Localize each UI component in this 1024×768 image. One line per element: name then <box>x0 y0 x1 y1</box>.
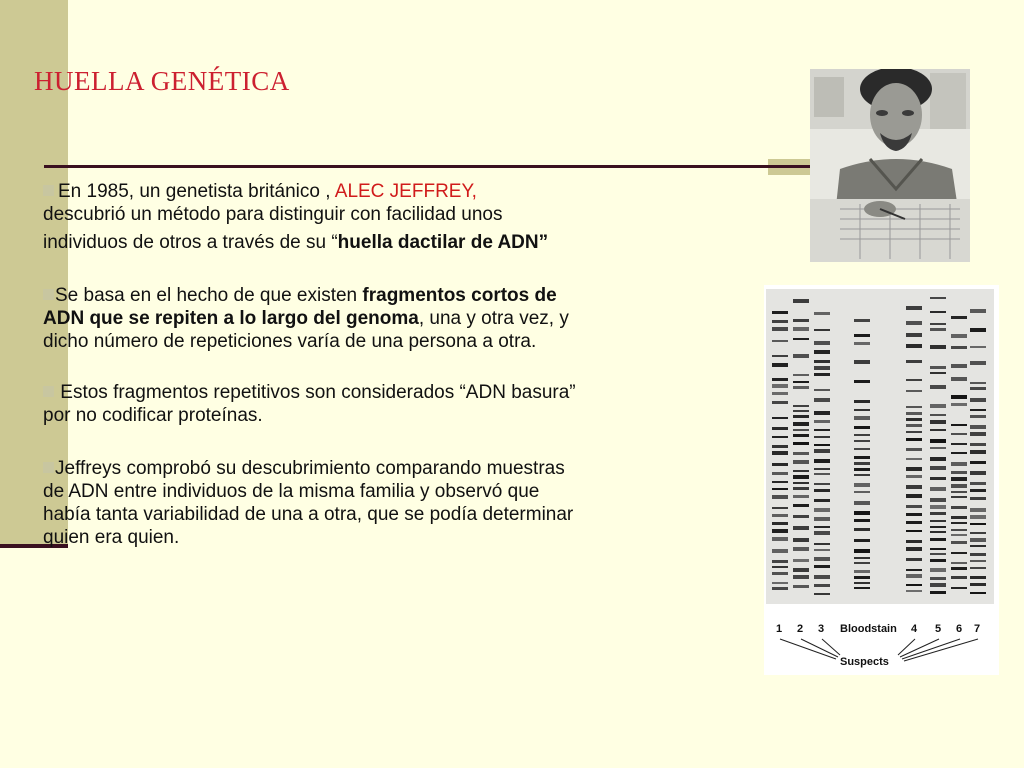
gel-band <box>854 448 870 450</box>
gel-band <box>814 449 830 453</box>
paragraph-4-line-2: de ADN entre individuos de la misma familia y observó que <box>43 481 540 502</box>
gel-band <box>793 475 809 479</box>
gel-band <box>906 530 922 532</box>
gel-band <box>951 424 967 426</box>
gel-band <box>951 541 967 544</box>
paragraph-4-line-1 <box>43 457 703 480</box>
gel-band <box>930 366 946 369</box>
gel-band <box>854 528 870 531</box>
gel-band <box>930 345 946 349</box>
lane-label: Bloodstain <box>840 623 897 635</box>
gel-band <box>930 531 946 533</box>
gel-band <box>906 438 922 441</box>
gel-band <box>930 577 946 580</box>
gel-band <box>906 513 922 516</box>
gel-band <box>906 333 922 337</box>
scientist-portrait-icon <box>810 69 970 262</box>
gel-band <box>906 521 922 524</box>
gel-band <box>906 321 922 325</box>
gel-band <box>854 501 870 505</box>
text: Estos fragmentos repetitivos son considerados “ADN basura” <box>55 382 576 403</box>
paragraph-1 <box>43 180 703 254</box>
gel-band <box>814 483 830 485</box>
gel-band <box>930 297 946 299</box>
gel-band <box>970 523 986 525</box>
gel-band <box>772 463 788 466</box>
gel-band <box>951 433 967 435</box>
gel-band <box>906 412 922 415</box>
gel-band <box>854 440 870 442</box>
gel-band <box>970 471 986 475</box>
gel-band <box>906 458 922 460</box>
gel-band <box>970 361 986 365</box>
gel-band <box>793 374 809 376</box>
gel-band <box>854 400 870 403</box>
gel-band <box>970 450 986 454</box>
paragraph-2-line-2 <box>43 307 703 330</box>
paragraph-2 <box>43 284 703 353</box>
gel-band <box>930 548 946 550</box>
gel-band <box>970 387 986 390</box>
gel-band <box>854 468 870 471</box>
gel-band <box>854 549 870 553</box>
gel-band <box>793 575 809 579</box>
bullet-icon <box>43 462 54 473</box>
gel-band <box>854 570 870 573</box>
gel-band <box>930 505 946 509</box>
scientist-portrait-image <box>810 69 970 262</box>
gel-band <box>814 360 830 363</box>
gel-band <box>970 432 986 436</box>
gel-band <box>930 311 946 313</box>
gel-band <box>951 567 967 570</box>
gel-band <box>854 342 870 345</box>
gel-band <box>772 340 788 342</box>
gel-band <box>854 576 870 579</box>
gel-band <box>906 590 922 592</box>
gel-band <box>951 462 967 466</box>
paragraph-1-line-1 <box>43 180 703 203</box>
gel-band <box>930 404 946 408</box>
gel-band <box>951 529 967 531</box>
gel-band <box>970 515 986 519</box>
gel-band <box>951 346 967 349</box>
suspects-label: Suspects <box>840 656 889 668</box>
gel-band <box>930 466 946 470</box>
gel-band <box>854 557 870 559</box>
gel-band <box>793 487 809 490</box>
gel-band <box>793 526 809 530</box>
gel-band <box>814 468 830 470</box>
bullet-icon <box>43 185 54 196</box>
gel-band <box>772 436 788 438</box>
gel-band <box>814 429 830 431</box>
gel-band <box>930 385 946 389</box>
gel-band <box>772 392 788 395</box>
text: Se basa en el hecho de que existen <box>55 285 363 306</box>
gel-band <box>793 559 809 562</box>
gel-band <box>930 591 946 594</box>
gel-band <box>906 574 922 578</box>
gel-band <box>793 460 809 464</box>
gel-band <box>793 495 809 498</box>
gel-band <box>772 522 788 525</box>
gel-band <box>906 424 922 427</box>
bold-text: huella dactilar de ADN” <box>337 232 549 253</box>
gel-band <box>814 526 830 528</box>
gel-band <box>814 389 830 391</box>
gel-band <box>854 539 870 542</box>
gel-band <box>906 360 922 363</box>
gel-band <box>951 576 967 579</box>
gel-band <box>814 350 830 354</box>
paragraph-1-line-3 <box>43 231 703 254</box>
gel-band <box>814 436 830 438</box>
red-text: ALEC JEFFREY, <box>334 181 477 202</box>
gel-band <box>970 482 986 485</box>
gel-band <box>930 553 946 555</box>
gel-band <box>814 543 830 545</box>
gel-band <box>930 328 946 331</box>
gel-band <box>951 452 967 454</box>
gel-band <box>970 398 986 402</box>
gel-band <box>906 540 922 543</box>
gel-band <box>906 467 922 471</box>
gel-band <box>970 409 986 411</box>
slide-title: HUELLA GENÉTICA <box>34 66 290 96</box>
gel-band <box>906 431 922 433</box>
gel-band <box>930 520 946 522</box>
gel-band <box>970 415 986 418</box>
gel-band <box>772 566 788 568</box>
gel-band <box>772 572 788 575</box>
gel-band <box>930 429 946 431</box>
gel-band <box>930 414 946 416</box>
gel-band <box>772 560 788 563</box>
gel-band <box>970 328 986 332</box>
gel-band <box>970 553 986 556</box>
gel-band <box>793 410 809 412</box>
gel-band <box>951 471 967 474</box>
gel-band <box>854 562 870 564</box>
gel-band <box>906 344 922 348</box>
lane-label: 1 <box>776 623 783 635</box>
gel-band <box>772 311 788 314</box>
gel-band <box>951 516 967 519</box>
gel-band <box>793 405 809 407</box>
gel-band <box>772 401 788 404</box>
gel-band <box>854 462 870 465</box>
gel-band <box>772 327 788 331</box>
gel-band <box>854 582 870 584</box>
gel-band <box>930 447 946 449</box>
gel-band <box>906 485 922 489</box>
gel-band <box>854 319 870 322</box>
gel-band <box>906 475 922 478</box>
gel-band <box>772 445 788 448</box>
paragraph-4-line-3: había tanta variabilidad de una a otra, que se podía determinar <box>43 504 574 525</box>
gel-band <box>951 403 967 406</box>
gel-band <box>814 489 830 492</box>
paragraph-3-line-2: por no codificar proteínas. <box>43 405 263 426</box>
bold-text: fragmentos cortos de <box>362 285 557 306</box>
gel-band <box>814 584 830 587</box>
paragraph-2-line-1 <box>43 284 703 307</box>
gel-band <box>970 560 986 562</box>
gel-band <box>930 526 946 528</box>
gel-band <box>930 487 946 491</box>
gel-band <box>793 568 809 572</box>
gel-band <box>906 306 922 310</box>
gel-band <box>772 587 788 590</box>
gel-band <box>793 319 809 322</box>
gel-band <box>930 372 946 374</box>
gel-band <box>854 519 870 522</box>
gel-band <box>814 312 830 315</box>
gel-band <box>970 425 986 429</box>
gel-band <box>906 418 922 421</box>
gel-band <box>951 395 967 399</box>
gel-band <box>772 472 788 475</box>
gel-band <box>814 557 830 561</box>
gel-band <box>793 434 809 437</box>
gel-band <box>970 576 986 579</box>
gel-band <box>854 416 870 420</box>
gel-band <box>930 512 946 515</box>
gel-band <box>906 390 922 392</box>
gel-band <box>970 532 986 534</box>
gel-band <box>793 354 809 358</box>
gel-band <box>930 568 946 572</box>
text: , una y otra vez, y <box>418 308 569 329</box>
bullet-icon <box>43 289 54 300</box>
gel-band <box>951 587 967 589</box>
gel-band <box>906 558 922 561</box>
gel-band <box>814 329 830 331</box>
gel-band <box>772 495 788 499</box>
lane-label: 3 <box>818 623 825 635</box>
gel-band <box>793 515 809 518</box>
gel-band <box>854 380 870 383</box>
gel-band <box>814 565 830 568</box>
gel-band <box>906 406 922 408</box>
gel-band <box>906 584 922 586</box>
gel-band <box>854 491 870 493</box>
gel-band <box>772 537 788 541</box>
text: individuos de otros a través de su “ <box>43 232 338 253</box>
gel-band <box>772 549 788 553</box>
dna-gel-electrophoresis-icon <box>766 289 994 604</box>
gel-band <box>951 506 967 509</box>
gel-band <box>793 381 809 383</box>
paragraph-2-line-3: dicho número de repeticiones varía de una persona a otra. <box>43 331 537 352</box>
gel-band <box>772 451 788 455</box>
gel-band <box>970 382 986 384</box>
gel-band <box>854 587 870 589</box>
gel-band <box>930 498 946 502</box>
gel-band <box>951 477 967 481</box>
gel-band <box>793 585 809 588</box>
gel-band <box>951 334 967 338</box>
paragraph-3 <box>43 381 703 427</box>
paragraph-1-line-2: descubrió un método para distinguir con facilidad unos <box>43 204 503 225</box>
gel-band <box>814 411 830 415</box>
paragraph-3-line-1 <box>43 381 703 404</box>
gel-band <box>814 420 830 423</box>
gel-band <box>793 415 809 418</box>
gel-band <box>772 427 788 430</box>
gel-band <box>951 377 967 381</box>
gel-band <box>930 323 946 325</box>
gel-band <box>970 592 986 594</box>
gel-band <box>814 373 830 376</box>
gel-band <box>814 398 830 402</box>
lane-label: 7 <box>974 623 981 635</box>
lane-label: 2 <box>797 623 804 635</box>
gel-band <box>772 384 788 388</box>
gel-band <box>772 507 788 509</box>
gel-band <box>854 483 870 487</box>
gel-band <box>793 386 809 389</box>
gel-band <box>793 504 809 507</box>
gel-band <box>793 482 809 484</box>
gel-band <box>814 366 830 370</box>
gel-band <box>906 505 922 508</box>
gel-band <box>814 549 830 551</box>
gel-band <box>854 409 870 411</box>
gel-band <box>814 593 830 595</box>
gel-band <box>970 443 986 446</box>
gel-band <box>814 575 830 579</box>
gel-band <box>772 417 788 419</box>
gel-band <box>930 439 946 443</box>
gel-band <box>793 327 809 331</box>
gel-band <box>930 420 946 424</box>
gel-band <box>951 496 967 498</box>
gel-band <box>930 538 946 541</box>
gel-band <box>772 320 788 323</box>
lane-label: 4 <box>911 623 918 635</box>
gel-band <box>970 461 986 464</box>
gel-band <box>814 459 830 463</box>
gel-band <box>951 443 967 445</box>
text: Jeffreys comprobó su descubrimiento comparando muestras <box>55 458 565 479</box>
gel-band <box>814 499 830 502</box>
gel-band <box>854 426 870 429</box>
gel-band <box>793 442 809 445</box>
gel-band <box>970 508 986 512</box>
gel-band <box>814 508 830 512</box>
gel-band <box>951 484 967 488</box>
dna-gel-figure <box>764 285 999 675</box>
gel-band <box>906 494 922 498</box>
gel-band <box>951 522 967 524</box>
gel-band <box>793 338 809 340</box>
gel-band <box>814 517 830 521</box>
gel-band <box>793 470 809 472</box>
gel-band <box>970 545 986 547</box>
gel-band <box>793 452 809 455</box>
bullet-icon <box>43 386 54 397</box>
gel-band <box>970 567 986 569</box>
gel-band <box>951 364 967 368</box>
gel-band <box>772 514 788 517</box>
paragraph-4-line-4: quien era quien. <box>43 527 180 548</box>
gel-band <box>970 497 986 500</box>
paragraph-4 <box>43 457 703 549</box>
lane-label: 6 <box>956 623 963 635</box>
gel-band <box>793 538 809 542</box>
text: En 1985, un genetista británico , <box>58 181 335 202</box>
gel-band <box>793 299 809 303</box>
gel-band <box>951 562 967 564</box>
bold-text: ADN que se repiten a lo largo del genoma <box>43 308 419 329</box>
gel-band <box>793 429 809 431</box>
gel-band <box>951 491 967 493</box>
gel-band <box>854 334 870 337</box>
gel-band <box>772 378 788 381</box>
gel-band <box>772 529 788 533</box>
gel-band <box>854 511 870 515</box>
gel-band <box>793 422 809 426</box>
gel-band <box>951 552 967 554</box>
gel-band <box>970 489 986 492</box>
gel-band <box>772 363 788 367</box>
gel-band <box>906 569 922 571</box>
gel-band <box>854 434 870 436</box>
gel-band <box>814 444 830 446</box>
gel-band <box>793 547 809 551</box>
gel-band <box>970 309 986 313</box>
gel-band <box>906 379 922 381</box>
gel-band <box>930 457 946 461</box>
gel-band <box>930 559 946 562</box>
gel-band <box>930 583 946 587</box>
gel-band <box>814 341 830 345</box>
gel-band <box>930 477 946 480</box>
gel-band <box>970 346 986 348</box>
gel-band <box>970 583 986 586</box>
gel-band <box>951 534 967 536</box>
gel-band <box>772 481 788 483</box>
gel-band <box>854 474 870 476</box>
gel-band <box>906 448 922 451</box>
gel-band <box>814 473 830 475</box>
gel-band <box>951 316 967 319</box>
gel-band <box>906 547 922 551</box>
gel-band <box>854 360 870 364</box>
gel-band <box>854 456 870 459</box>
gel-band <box>772 355 788 357</box>
lane-label: 5 <box>935 623 942 635</box>
gel-band <box>814 531 830 535</box>
gel-band <box>772 488 788 490</box>
gel-band <box>772 582 788 584</box>
gel-band <box>970 538 986 542</box>
